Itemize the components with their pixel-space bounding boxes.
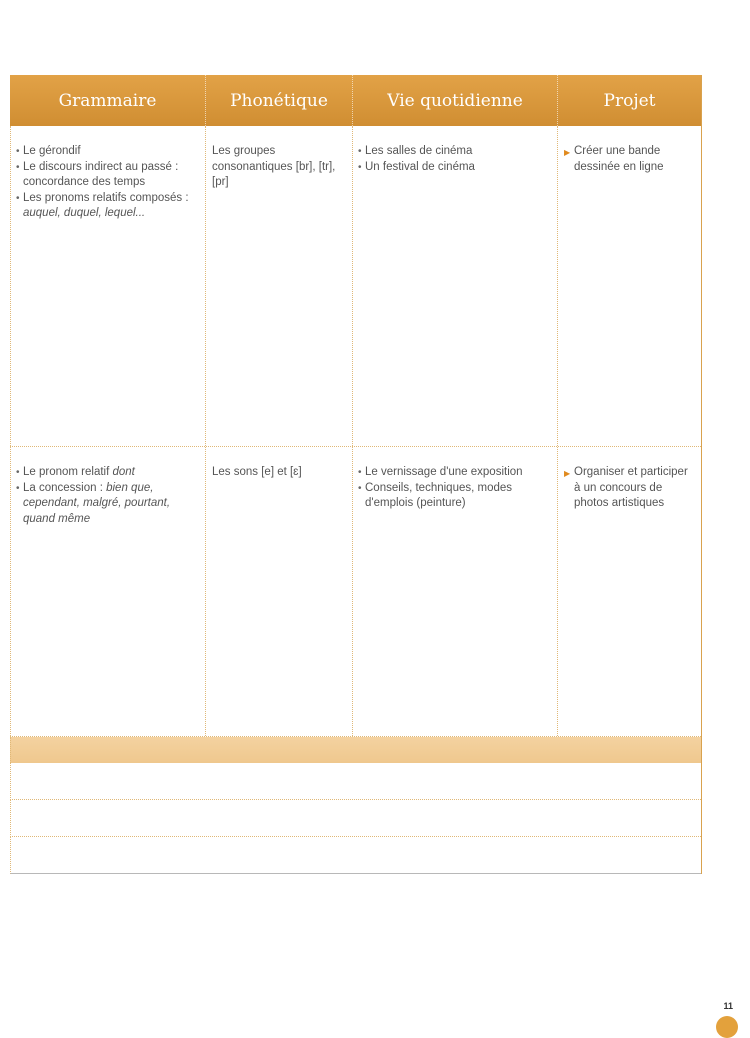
header-vie-quotidienne: Vie quotidienne <box>353 75 558 126</box>
cell-grammaire <box>10 447 206 736</box>
list-item-example: dont <box>112 466 135 478</box>
list-item-text: La concession : <box>23 481 107 494</box>
list-item: ▶ Organiser et participer à un concours de photos artistiques <box>564 465 695 512</box>
cell-grammaire <box>10 126 206 446</box>
list-item <box>17 191 199 222</box>
header-projet: Projet <box>603 90 656 111</box>
page-number: 11 <box>723 1001 733 1011</box>
list-item-examples: auquel, duquel, lequel... <box>23 207 146 219</box>
page-tab-marker <box>716 1016 738 1038</box>
cell-vie-quotidienne <box>353 447 558 736</box>
blank-row <box>10 800 701 837</box>
list-item <box>17 481 199 528</box>
cell-projet <box>558 126 701 446</box>
list-item <box>17 465 199 481</box>
blank-row <box>10 837 701 874</box>
grammar-list <box>17 465 199 527</box>
list-item-text: Les pronoms relatifs composés : <box>23 191 189 204</box>
list-item: ▶ Créer une bande dessinée en ligne <box>564 144 695 175</box>
list-item: • Le discours indirect au passé : concordance des temps <box>17 160 199 191</box>
header-grammaire: Grammaire <box>10 75 206 126</box>
project-list <box>564 465 695 512</box>
list-item: • Conseils, techniques, modes d'emplois (peinture) <box>359 481 551 512</box>
list-item: • Le gérondif <box>17 144 199 160</box>
list-item-examples: bien que, cependant, malgré, pourtant, quand même <box>23 481 171 525</box>
table-row <box>10 126 701 447</box>
table-row <box>10 447 701 737</box>
list-item: • Les salles de cinéma <box>359 144 551 160</box>
cell-vie-quotidienne <box>353 126 558 446</box>
list-item: • Un festival de cinéma <box>359 160 551 176</box>
header-phonetique: Phonétique <box>206 75 353 126</box>
blank-row <box>10 763 701 800</box>
list-item-text: Le pronom relatif <box>23 466 113 478</box>
section-band <box>10 737 701 763</box>
grammar-list <box>17 144 199 222</box>
project-list <box>564 144 695 175</box>
cell-phonetique: Les groupes consonantiques [br], [tr], [pr] <box>206 126 353 446</box>
cell-projet <box>558 447 701 736</box>
table-header-row <box>10 75 701 126</box>
daily-life-list <box>359 465 551 512</box>
list-item: • Le vernissage d'une exposition <box>359 465 551 481</box>
curriculum-table <box>10 75 702 874</box>
daily-life-list <box>359 144 551 175</box>
cell-phonetique: Les sons [e] et [ɛ] <box>206 447 353 736</box>
